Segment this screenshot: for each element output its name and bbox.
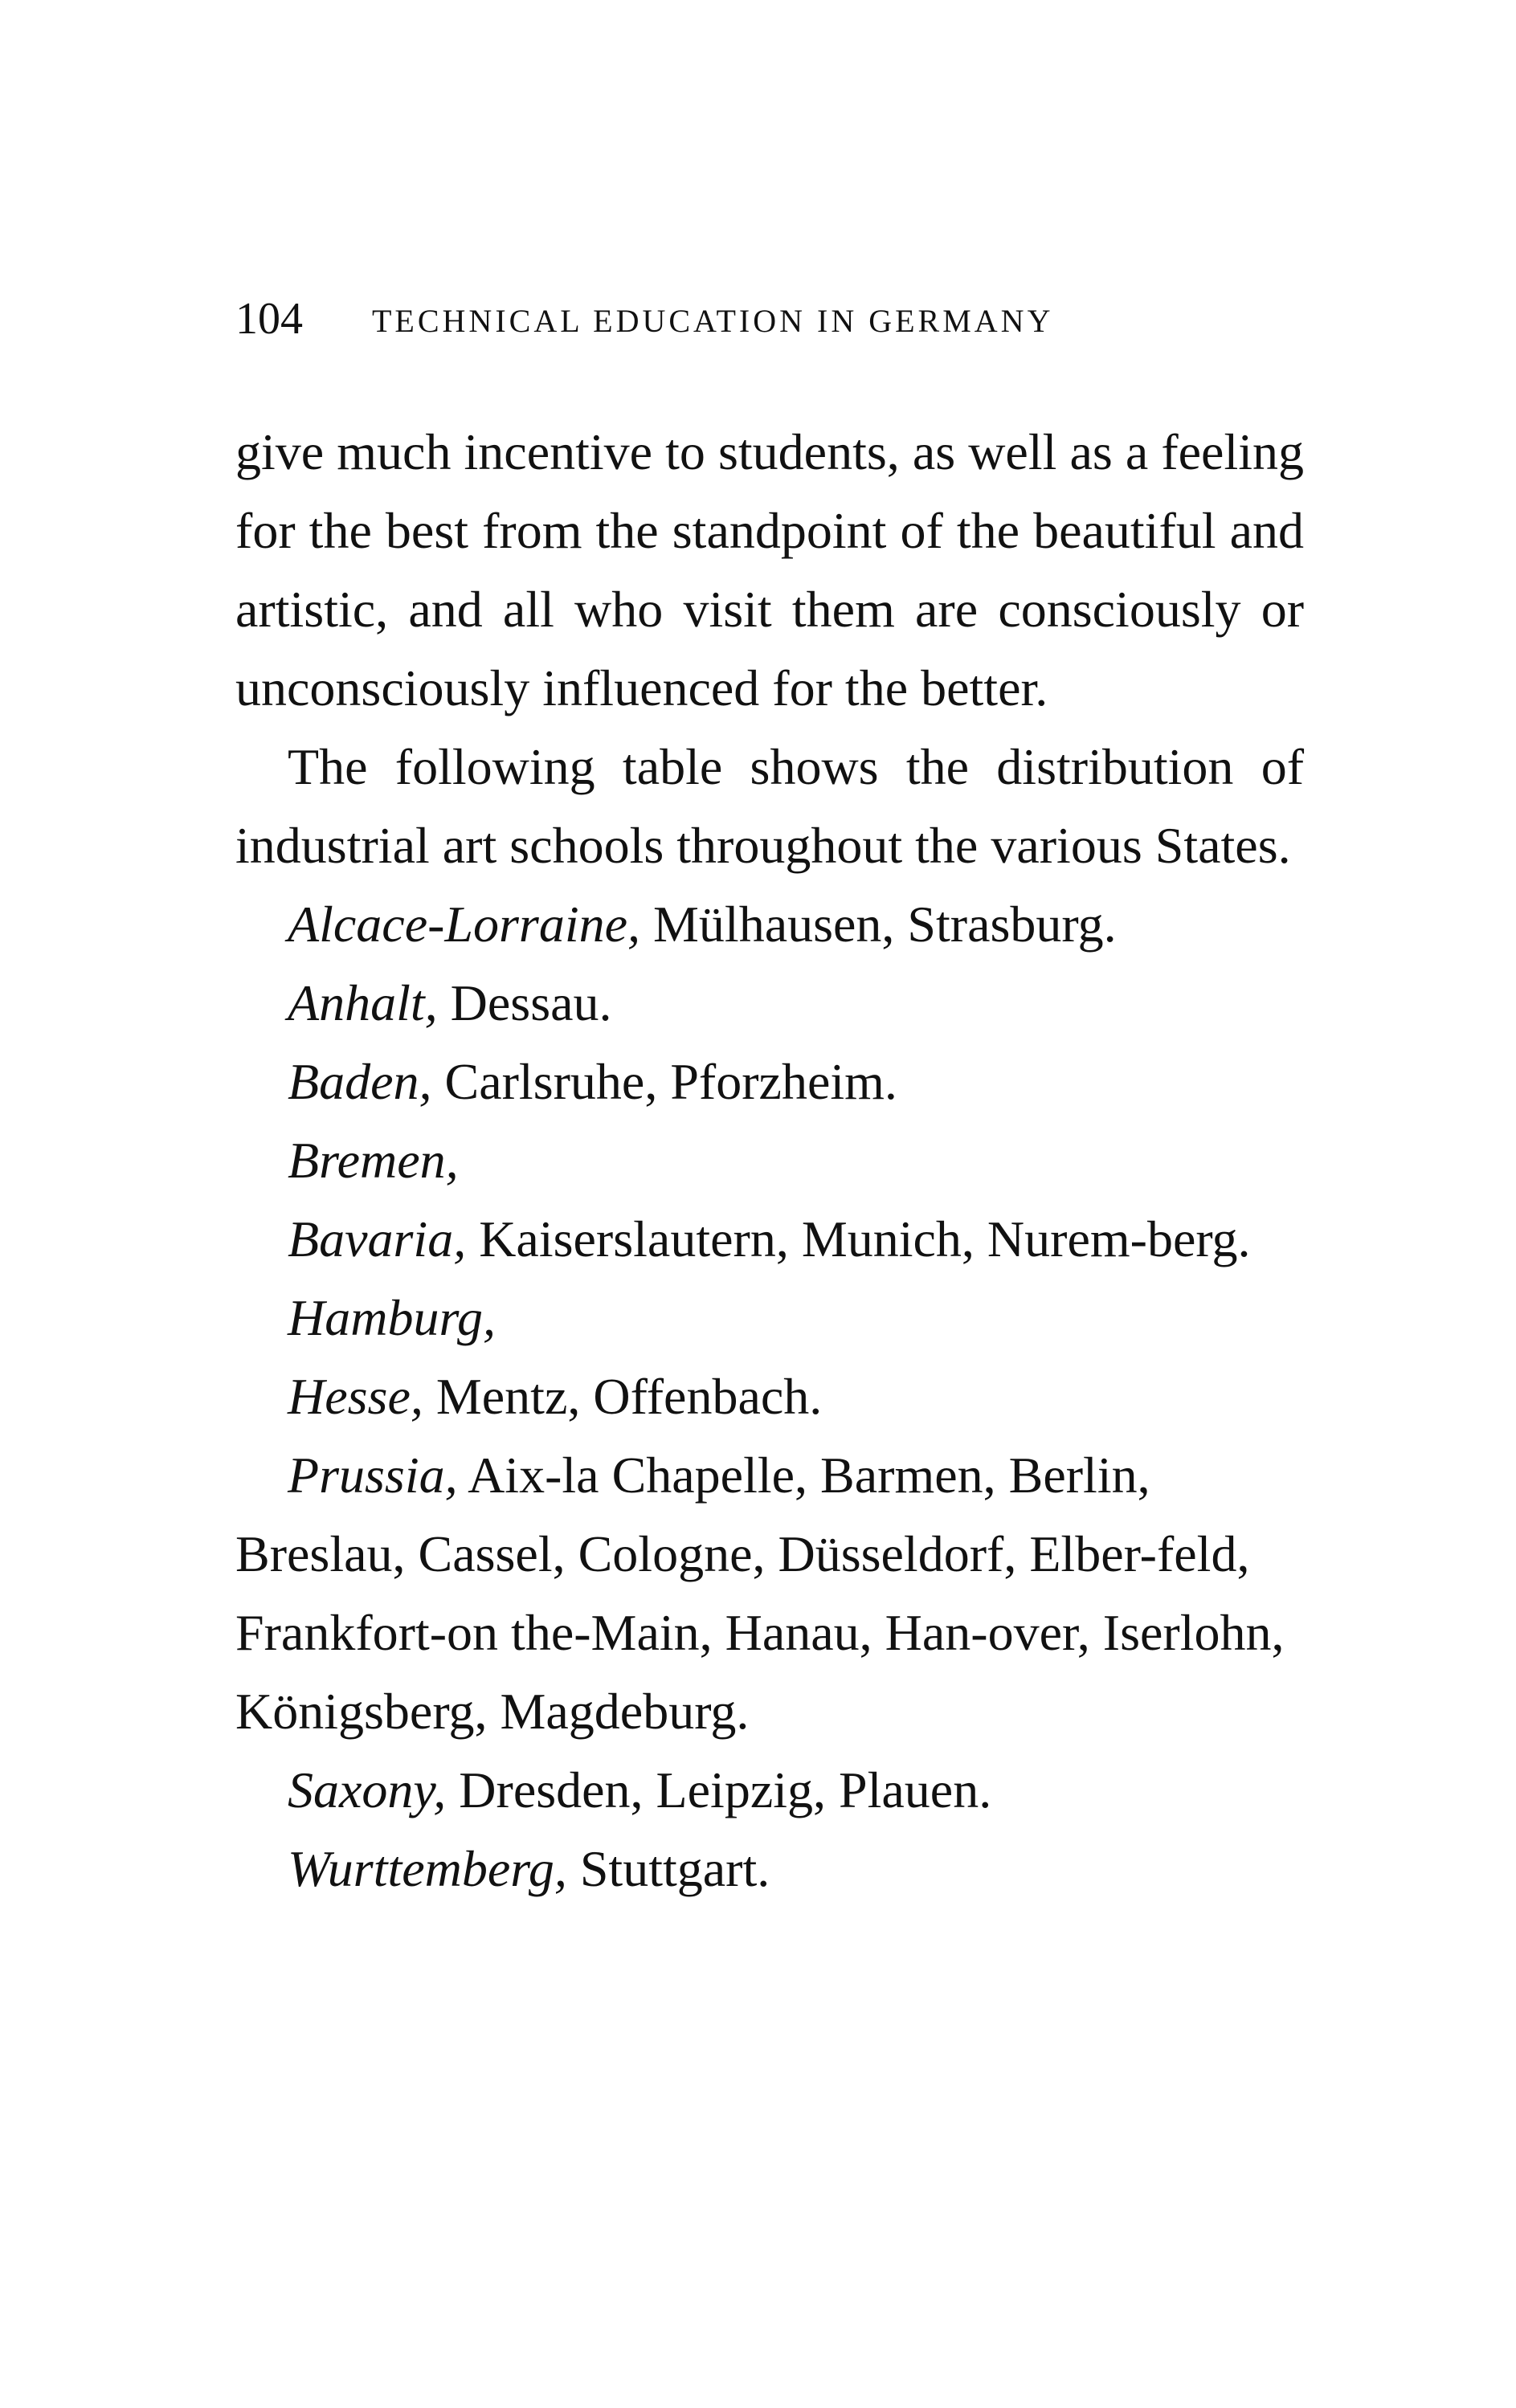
list-item — [235, 964, 1304, 1043]
list-item — [235, 1436, 1304, 1751]
list-item — [235, 1043, 1304, 1121]
page-body — [235, 413, 1304, 1908]
page-number: 104 — [235, 294, 303, 344]
state-school-list — [235, 885, 1304, 1908]
running-title: TECHNICAL EDUCATION IN GERMANY — [372, 303, 1054, 339]
list-item — [235, 1751, 1304, 1830]
list-item — [235, 1279, 1304, 1357]
list-item — [235, 1830, 1304, 1908]
list-item — [235, 1357, 1304, 1436]
list-item — [235, 1200, 1304, 1279]
state-name: Hamburg, — [288, 1289, 496, 1346]
state-name: Alcace-Lorraine, — [288, 896, 640, 953]
paragraph-continuation: give much incentive to students, as well as a feeling for the best from the standpoint of the beautiful and artistic, and all who visit them are consciously or unconsciously influenced for the better. — [235, 423, 1304, 716]
page-header — [235, 291, 1280, 347]
state-cities: Mülhausen, Strasburg. — [640, 896, 1117, 953]
state-name: Anhalt, — [288, 974, 438, 1031]
state-cities: Aix-la Chapelle, Barmen, Berlin, Breslau, Cassel, Cologne, Düsseldorf, Elber-feld, Frankfort-on the-Main, Hanau, Han-over, Iserlohn, Königsberg, Magdeburg. — [235, 1447, 1285, 1740]
state-cities: Stuttgart. — [566, 1840, 770, 1897]
state-cities: Dessau. — [437, 974, 612, 1031]
state-name: Wurttemberg, — [288, 1840, 567, 1897]
state-cities: Dresden, Leipzig, Plauen. — [446, 1761, 992, 1818]
state-cities: Carlsruhe, Pforzheim. — [431, 1053, 897, 1110]
state-name: Saxony, — [288, 1761, 447, 1818]
state-name: Bavaria, — [288, 1210, 467, 1267]
paragraph-table-intro: The following table shows the distribution of industrial art schools throughout the various States. — [235, 738, 1304, 874]
state-cities: Kaiserslautern, Munich, Nurem-berg. — [466, 1210, 1251, 1267]
state-name: Baden, — [288, 1053, 432, 1110]
state-name: Hesse, — [288, 1368, 423, 1425]
list-item — [235, 885, 1304, 964]
state-name: Prussia, — [288, 1447, 458, 1504]
state-cities: Mentz, Offenbach. — [423, 1368, 823, 1425]
state-name: Bremen, — [288, 1132, 459, 1189]
list-item — [235, 1121, 1304, 1200]
